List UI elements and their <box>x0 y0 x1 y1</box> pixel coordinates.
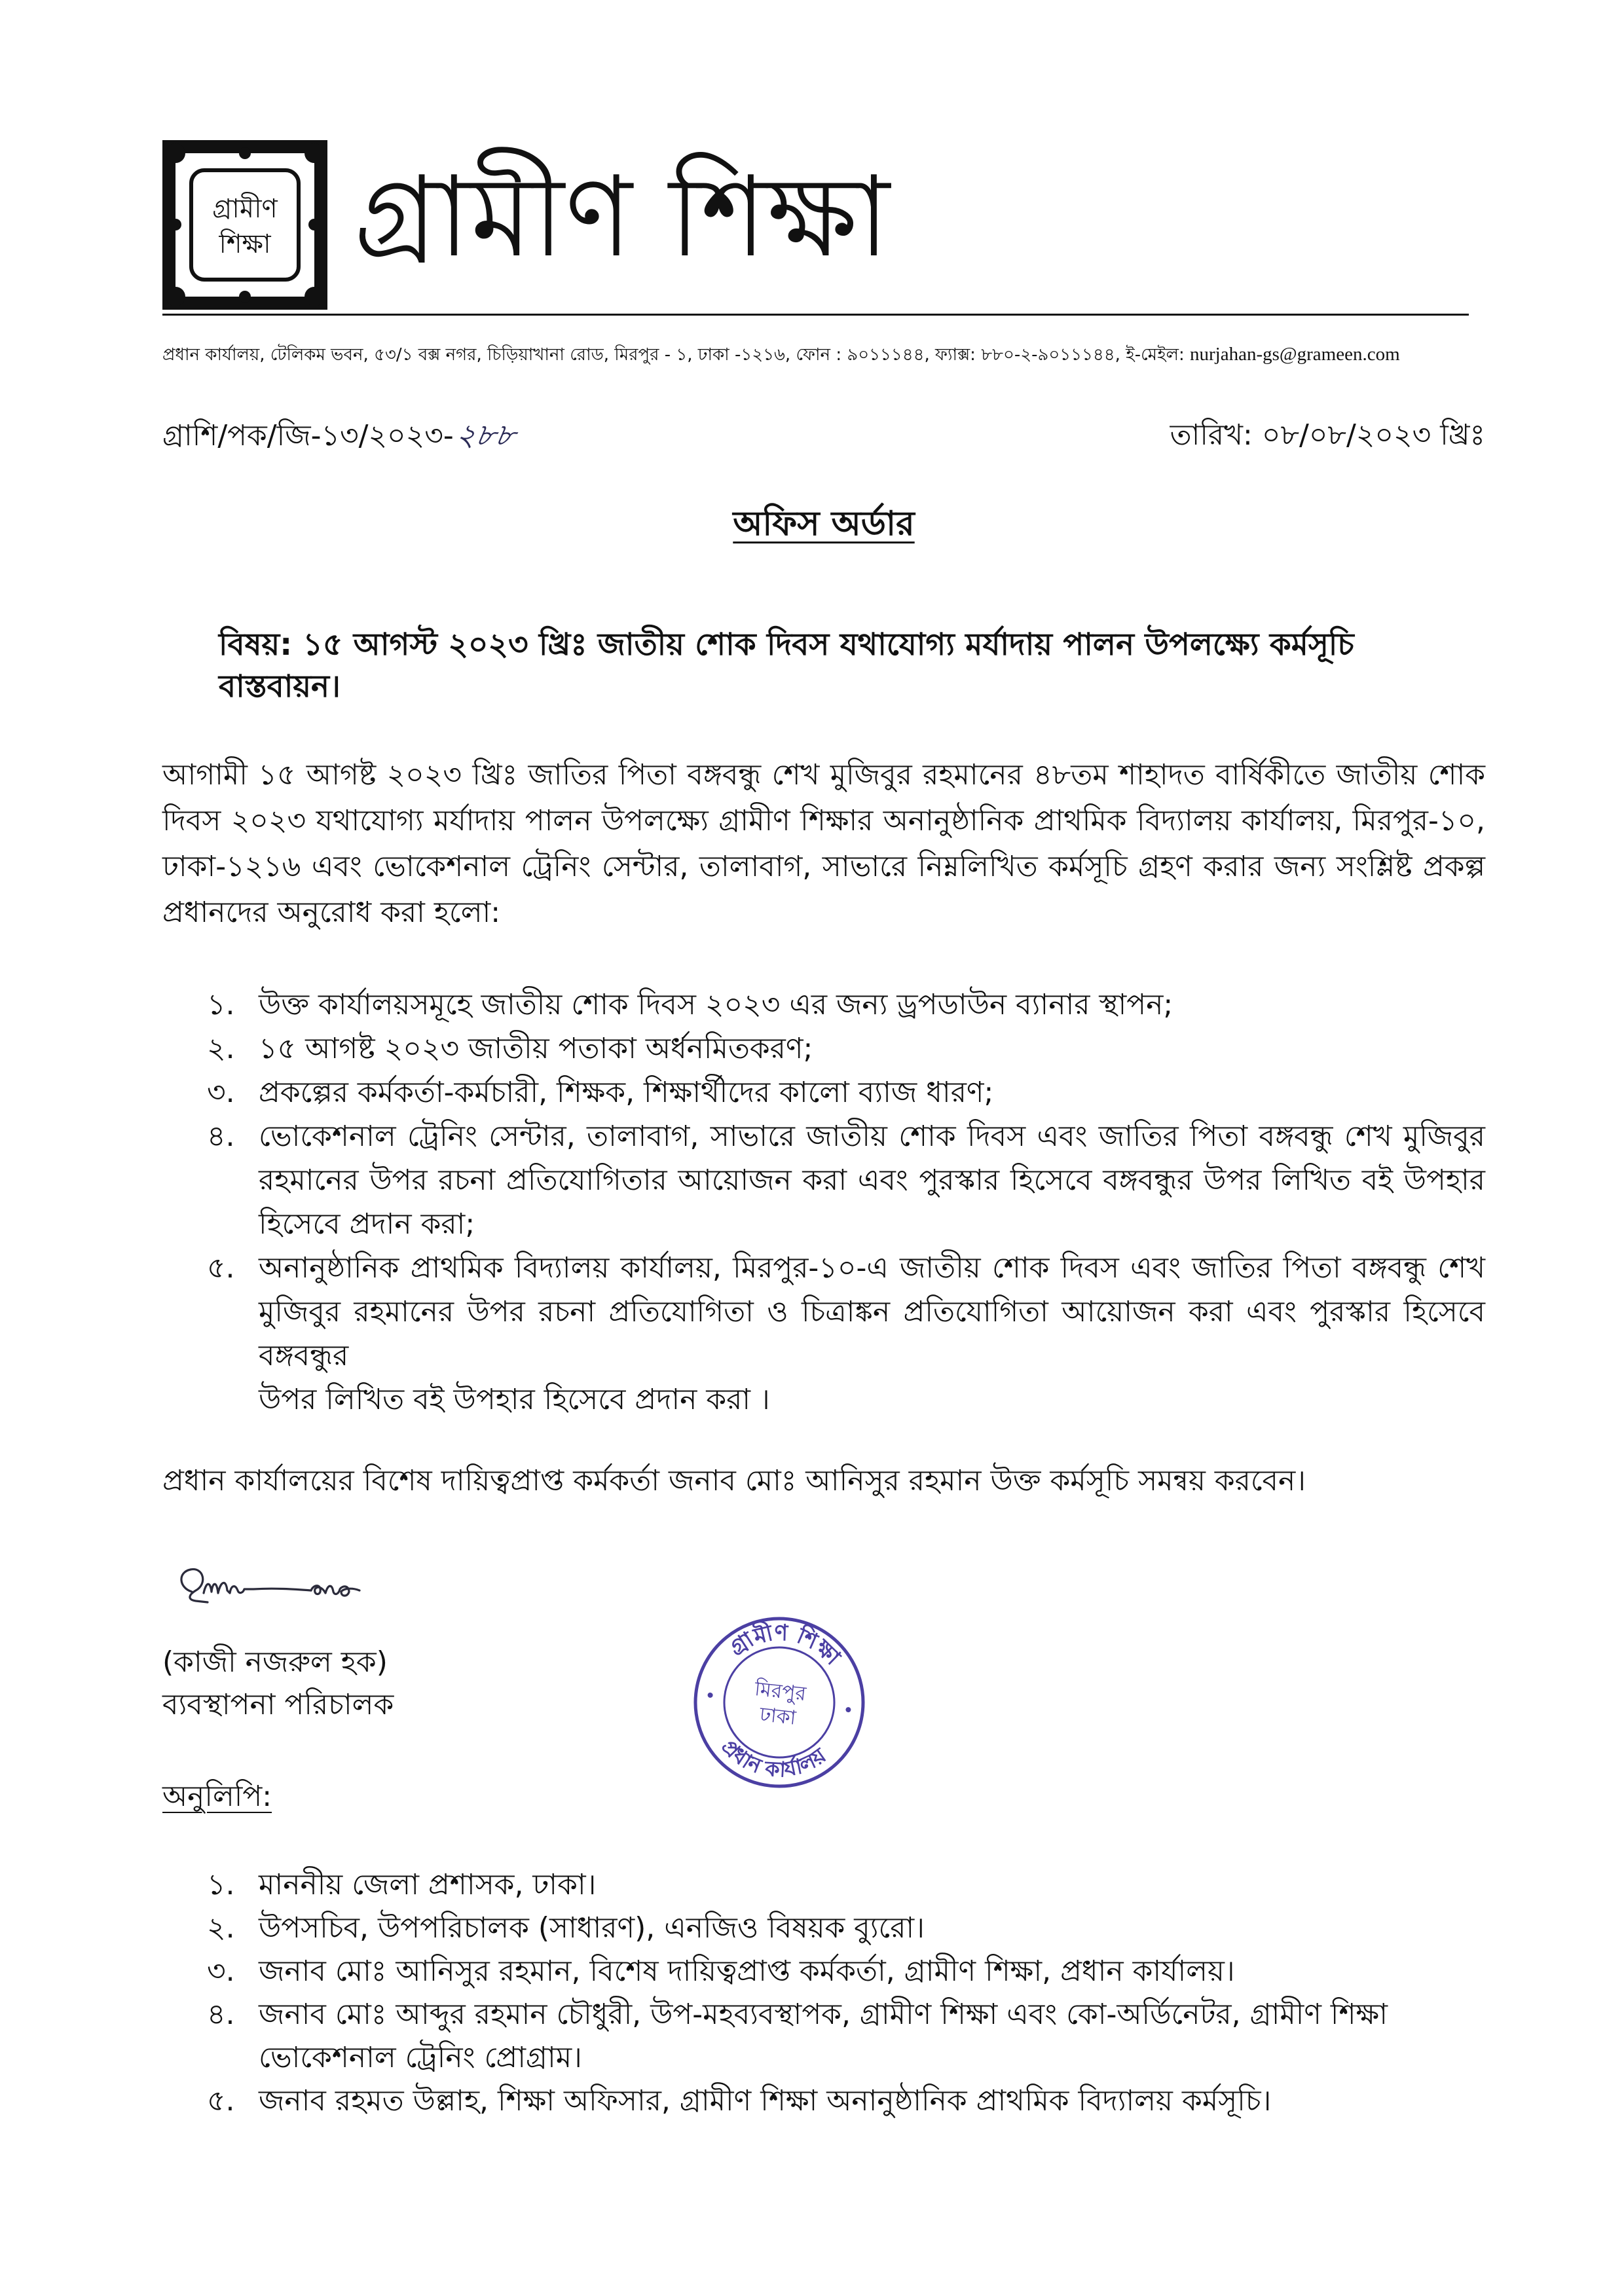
seal-dot <box>845 1707 851 1713</box>
list-item <box>162 983 1485 1027</box>
paragraph-line: আগামী ১৫ আগষ্ট ২০২৩ খ্রিঃ জাতির পিতা বঙ্গবন্ধু শেখ মুজিবুর রহমানের ৪৮তম শাহাদত বার্ষিকীতে জাতীয় শোক <box>162 758 1485 792</box>
seal-top-text-path: গ্রামীণ শিক্ষা <box>725 1619 846 1671</box>
seal-center-line-2: ঢাকা <box>758 1703 798 1730</box>
address-text: প্রধান কার্যালয়, টেলিকম ভবন, ৫৩/১ বক্স নগর, চিড়িয়াখানা রোড, মিরপুর - ১, ঢাকা -১২১৬, ফোন : ৯০১১১৪৪, ফ্যাক্স: ৮৮০-২-৯০১১১৪৪, ই-মেইল: <box>162 345 1185 365</box>
copy-recipient <box>162 1907 1485 1950</box>
handwritten-signature <box>170 1559 392 1618</box>
list-item-text: হিসেবে প্রদান করা; <box>259 1207 475 1241</box>
list-item-text: উক্ত কার্যালয়সমূহে জাতীয় শোক দিবস ২০২৩ এর জন্য ড্রপডাউন ব্যানার স্থাপন; <box>259 988 1173 1021</box>
signatory-name: (কাজী নজরুল হক) <box>162 1645 388 1679</box>
paragraph-line: ঢাকা-১২১৬ এবং ভোকেশনাল ট্রেনিং সেন্টার, তালাবাগ, সাভারে নিম্নলিখিত কর্মসূচি গ্রহণ করার জন্য সংশ্লিষ্ট প্রকল্প <box>162 850 1485 883</box>
list-item <box>162 1027 1485 1071</box>
signatory-block <box>162 1559 1485 1782</box>
signature-stroke <box>311 1586 360 1596</box>
document-heading <box>162 503 1485 545</box>
program-list <box>162 983 1485 1422</box>
list-item <box>162 1114 1485 1246</box>
copy-recipient-text: জনাব মোঃ আব্দুর রহমান চৌধুরী, উপ-মহব্যবস্থাপক, গ্রামীণ শিক্ষা এবং কো-অর্ডিনেটর, গ্রামীণ শিক্ষা <box>259 1998 1388 2031</box>
seal-group <box>691 1614 868 1791</box>
copy-recipient-text: উপসচিব, উপপরিচালক (সাধারণ), এনজিও বিষয়ক ব্যুরো। <box>259 1911 925 1945</box>
copy-recipient-number: ৩. <box>207 1955 235 1988</box>
list-item-text: রহমানের উপর রচনা প্রতিযোগিতার আয়োজন করা এবং পুরস্কার হিসেবে বঙ্গবন্ধুর উপর লিখিত বই উপহার <box>259 1164 1485 1197</box>
seal-bottom-text-path: প্রধান কার্যালয় <box>716 1734 831 1782</box>
copy-recipient <box>162 1950 1485 1993</box>
header-divider <box>162 314 1469 316</box>
seal-center-line-1: মিরপুর <box>753 1678 807 1706</box>
copy-recipient-text: ভোকেশনাল ট্রেনিং প্রোগ্রাম। <box>259 2041 582 2074</box>
letterhead <box>0 0 1624 393</box>
logo-corner-notch <box>304 287 324 306</box>
logo-edge-notch <box>239 147 251 159</box>
intro-paragraph <box>162 752 1485 936</box>
list-item-number: ৫. <box>207 1251 235 1285</box>
list-item-number: ১. <box>207 988 235 1021</box>
copy-recipient-text: জনাব রহমত উল্লাহ, শিক্ষা অফিসার, গ্রামীণ শিক্ষা অনানুষ্ঠানিক প্রাথমিক বিদ্যালয় কর্মসূচি। <box>259 2084 1272 2118</box>
reference-row <box>162 416 1485 455</box>
list-item-text: ১৫ আগষ্ট ২০২৩ জাতীয় পতাকা অর্ধনমিতকরণ; <box>259 1032 813 1065</box>
logo-corner-notch <box>166 287 185 306</box>
copy-recipient-number: ৫. <box>207 2084 235 2118</box>
logo-emblem <box>162 140 327 310</box>
list-item-text: মুজিবুর রহমানের উপর রচনা প্রতিযোগিতা ও চিত্রাঙ্কন প্রতিযোগিতা আয়োজন করা এবং পুরস্কার হিসেবে বঙ্গবন্ধুর <box>259 1295 1485 1372</box>
list-item-text: ভোকেশনাল ট্রেনিং সেন্টার, তালাবাগ, সাভারে জাতীয় শোক দিবস এবং জাতির পিতা বঙ্গবন্ধু শেখ মুজিবুর <box>259 1120 1485 1153</box>
issue-date: তারিখ: ০৮/০৮/২০২৩ খ্রিঃ <box>1170 418 1485 452</box>
copy-recipient-number: ৪. <box>207 1998 235 2031</box>
closing-sentence: প্রধান কার্যালয়ের বিশেষ দায়িত্বপ্রাপ্ত কর্মকর্তা জনাব মোঃ আনিসুর রহমান উক্ত কর্মসূচি সমন্বয় করবেন। <box>162 1464 1306 1497</box>
office-seal <box>691 1614 868 1791</box>
logo-text-line-2: শিক্ষা <box>219 229 271 259</box>
logo-text-line-1: গ্রামীণ <box>212 194 278 224</box>
memo-number-prefix: গ্রাশি/পক/জি-১৩/২০২৩- <box>162 419 454 452</box>
list-item-number: ৪. <box>207 1120 235 1153</box>
copies-heading-text: অনুলিপি: <box>162 1780 272 1813</box>
copy-recipient-number: ২. <box>207 1911 235 1945</box>
document-heading-text: অফিস অর্ডার <box>733 504 915 543</box>
list-item <box>162 1071 1485 1114</box>
logo-corner-notch <box>304 143 324 163</box>
copy-recipient <box>162 1864 1485 1907</box>
list-item-text: উপর লিখিত বই উপহার হিসেবে প্রদান করা । <box>259 1383 770 1416</box>
seal-dot <box>707 1693 713 1698</box>
paragraph-line: দিবস ২০২৩ যথাযোগ্য মর্যাদায় পালন উপলক্ষ্যে গ্রামীণ শিক্ষার অনানুষ্ঠানিক প্রাথমিক বিদ্যালয় কার্যালয়, মিরপুর-১০, <box>162 804 1485 837</box>
logo-edge-notch <box>239 291 251 303</box>
email-address: nurjahan-gs@grameen.com <box>1190 344 1400 365</box>
list-item-text: অনানুষ্ঠানিক প্রাথমিক বিদ্যালয় কার্যালয়, মিরপুর-১০-এ জাতীয় শোক দিবস এবং জাতির পিতা বঙ্গবন্ধু শেখ <box>259 1251 1485 1285</box>
office-address <box>162 343 1472 366</box>
copy-recipient <box>162 1993 1485 2080</box>
list-item-number: ৩. <box>207 1076 235 1109</box>
list-item-number: ২. <box>207 1032 235 1065</box>
copy-recipient-text: জনাব মোঃ আনিসুর রহমান, বিশেষ দায়িত্বপ্রাপ্ত কর্মকর্তা, গ্রামীণ শিক্ষা, প্রধান কার্যালয়। <box>259 1955 1235 1988</box>
organization-name: গ্রামীণ শিক্ষা <box>354 153 891 282</box>
list-item <box>162 1246 1485 1422</box>
signature-stroke <box>181 1570 311 1602</box>
organization-logo <box>162 140 327 310</box>
list-item-text: প্রকল্পের কর্মকর্তা-কর্মচারী, শিক্ষক, শিক্ষার্থীদের কালো ব্যাজ ধারণ; <box>259 1076 994 1109</box>
paragraph-line: প্রধানদের অনুরোধ করা হলো: <box>162 896 501 929</box>
copies-list <box>162 1864 1485 2123</box>
logo-inner-border <box>191 170 299 280</box>
letter-content <box>162 416 1485 2123</box>
subject-line: বিষয়: ১৫ আগস্ট ২০২৩ খ্রিঃ জাতীয় শোক দিবস যথাযোগ্য মর্যাদায় পালন উপলক্ষ্যে কর্মসূচি বাস্তবায়ন। <box>219 627 1354 705</box>
copy-recipient-number: ১. <box>207 1868 235 1901</box>
memo-number <box>162 415 519 456</box>
signatory-designation: ব্যবস্থাপনা পরিচালক <box>162 1688 394 1721</box>
memo-number-handwritten: ২৮৮ <box>453 417 519 452</box>
seal-top-text <box>723 1614 849 1673</box>
logo-corner-notch <box>166 143 185 163</box>
copy-recipient <box>162 2080 1485 2123</box>
logo-edge-notch <box>308 219 320 230</box>
logo-edge-notch <box>170 219 181 230</box>
copy-recipient-text: মাননীয় জেলা প্রশাসক, ঢাকা। <box>259 1868 597 1901</box>
